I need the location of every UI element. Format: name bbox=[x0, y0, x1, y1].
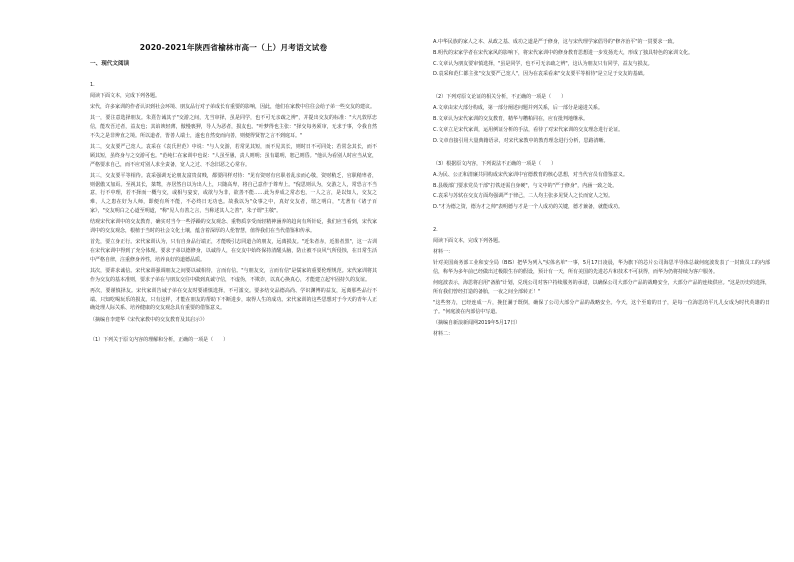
passage-paragraph: 其三，交友要平等相待。袁采强调无论朋友富贵贫贱，都要同样对待："见有资财有官职者乱亲而心敬，资财稍乏，官职稍卑者，则倨傲又加焉。至视其长，桀骜，亦居然自以为出人上，只随高卑，将自己意作于尊卑上。"倪思则认为，交游之人，常恐言不当意，行不中理，若不择而一概与交，或相与宴安，或欲与为非，欲善不能……此为养成之常态也，一人之言，是以知人，交友之难，人之患在好为人师，即便有所不能，不必终日无功也。故我以为"众事之中，真好交友者，谓之明白，"尤著有《诸子百家》，"交友明白之心道至明道，"称"见人有善之言，当称述其人之善"，朱子谓"主敬"。 bbox=[90, 172, 377, 214]
section-heading: 一、现代文阅读 bbox=[90, 61, 130, 67]
exam-title: 2020-2021年陕西省榆林市高一（上）月考语文试卷 bbox=[139, 43, 328, 52]
material-paragraph: 何庭波表示，海思将启用"备胎"计划，兑现公司对客户持续服务的承诺，以确保公司大部分产品的战略安全，大部分产品的连续供应。"这是历史的选择，所有我们曾经打造的备胎，一夜之间全部转正！" bbox=[433, 280, 770, 295]
material-source: （摘编自新浪新闻网2019年5月17日） bbox=[433, 320, 521, 327]
reading-instruction: 阅读下面文本，完成下列各题。 bbox=[433, 237, 504, 244]
passage-paragraph: 首先，要立身正行。宋代家训认为，只有自身品行端正，才能吸引志同道合的朋友，远离损友。"近朱者赤，近墨者黑"，这一古训在宋代家训中得到了充分体现。要求子弟以德修身，以诚待人，在交友中始终保持清醒头脑，防止被不良风气所侵蚀，在日常生活中严格自律，注重修身养性，培养良好的道德品质。 bbox=[90, 239, 377, 263]
option-c: C.袁采与苏轼在交友方面均强调严于律己，二人均主张多见贤人之长而宽人之短。 bbox=[433, 193, 614, 200]
question-2: （2）下列对原文论证的相关分析，不正确的一项是（ ） bbox=[433, 94, 567, 101]
question-3: （3）根据原文内容，下列说法不正确的一项是（ ） bbox=[433, 160, 557, 167]
material-2-label: 材料二： bbox=[433, 331, 454, 338]
option-a: A.中华民族的家人之本、从政之基、成功之道是严于修身，这与宋代理学家倡导的"修齐治平"的一贯要求一致。 bbox=[433, 39, 678, 45]
passage-paragraph: 其次，要讲求诚信。宋代家训强调朋友之间要以诚相待，言而有信。"与朋友交，言而有信"是儒家的重要伦理规范。宋代家训将其作为交友的基本准则，要求子弟在与朋友交往中做到真诚守信，不虚伪，不欺诈，以真心换真心，才能建立起牢固持久的友谊。 bbox=[90, 267, 377, 283]
question-1: （1）下列关于原文内容的理解和分析，正确的一项是（ ） bbox=[90, 337, 229, 344]
option-d: D.袁采和范仁都主张"交友要严己宽人"，因为在袁采看来"交友要平等相待"是立足于交友的基础。 bbox=[433, 71, 648, 78]
option-b: B.县级部门要求党员干部"打铁还需自身硬"，与文中的"严于修身"，内涵一致之处。 bbox=[433, 182, 618, 189]
passage-paragraph: 其一，要注意选择朋友。朱熹告诫其子"交游之间，尤当审择，虽是同学，也不可无亲疏之辨"，并提出交友的标准："大凡敦厚忠信，能攻吾过者，益友也；其谄谀轻薄，傲慢亵狎，导人为恶者，损友也。"叶梦得也主张："择交每务须审，无求于事，令我自然不失之是非辨直之境。所以道者，皆善人端士，遂也自然变而向善，则便得贤智之言不到庭耳。" bbox=[90, 115, 377, 139]
option-b: B.文章认为宋代家训的交友教育，精华与糟粕同在，应有批判地继承。 bbox=[433, 116, 589, 123]
material-paragraph: "这些努力，已经连成一片，挽狂澜于既倒，确保了公司大部分产品的战略安全。今天，这个至暗的日子，是每一位海思的平凡儿女成为时代英雄的日子。"何庭波在内部信中写道。 bbox=[433, 300, 770, 315]
passage-paragraph: 结观宋代家训中的交友教育，确实对当今一些浮躁的交友观念、重物质享受而轻精神涵养的趋向有所针砭，我们应当看到，宋代家训中的交友观念，根植于当时的社会文化土壤，蕴含着深厚的人伦智慧，值得我们在当代借鉴和传承。 bbox=[90, 219, 377, 234]
passage-source: （摘编自李建华《宋代家教中的交友教育及其启示》） bbox=[90, 316, 208, 323]
option-a: A.文章由宋大部分构成，第一部分阐述问题并列关系，后一部分是递进关系。 bbox=[433, 105, 603, 112]
material-paragraph: 针对美国商务部工业和安全局（BIS）把华为列入"实体名单"一事，5月17日凌晨，华为旗下的芯片公司海思半导体总裁何庭波发表了一封致员工的内部信，称华为多年前已经做出过极限生存的假设，预计有一天，所有美国的先进芯片和技术不可获得，而华为仍将持续为客户服务。 bbox=[433, 260, 770, 275]
option-d: D.文章直接引用大量典籍语录，对宋代家教中的教育理念进行分析，思路清晰。 bbox=[433, 137, 609, 144]
reading-instruction: 阅读下面文本，完成下列各题。 bbox=[90, 92, 161, 99]
option-d: D."才为德之资，德为才之帅"表明德与才是一个人成功的关键，德才兼备，就能成功。 bbox=[433, 204, 624, 211]
passage-paragraph: 再次，要谨慎择友。宋代家训告诫子弟在交友时要谨慎选择，不可滥交。要多结交品德高尚、学识渊博的益友，远离那些品行不端、只知吃喝玩乐的损友。只有这样，才能在朋友的帮助下不断进步，取得人生的成功。宋代家训的这些思想对于今天的青年人正确处理人际关系、培养健康的交友观念具有重要的借鉴意义。 bbox=[90, 287, 377, 312]
question-number: 2. bbox=[433, 226, 438, 233]
passage-paragraph: 宋代，许多家训的作者认识到社会环境、朋友品行对子弟成长有重要的影响，因此，他们在家教中往往会给子弟一些交友的建议。 bbox=[90, 103, 376, 110]
option-b: B.明代的宋家学者在宋代家风的影响下，将宋代家训中的修身教育思想进一步发扬光大，形成了独具特色的家训文化。 bbox=[433, 49, 694, 56]
option-c: C.文章认为朋友要审慎选择，"虽是同学，也不可无亲疏之辨"，这认为朋友只有同学，益友与损友。 bbox=[433, 60, 653, 67]
option-a: A.为民、公正和清廉共同构成宋代家训中官德教育的核心思想，对当代官员有借鉴意义。 bbox=[433, 171, 628, 178]
question-number: 1. bbox=[90, 82, 95, 88]
option-c: C.文章立足宋代家训，运用例证分析的手法，看待了对宋代家训的交友理念进行论证。 bbox=[433, 126, 624, 133]
passage-paragraph: 其二，交友要严己宽人。袁采在《袁氏世范》中说："与人交游，若常见其短，而不见其长，则时日不可同处；若常念其长，而不顾其短，虽终身与之交游可也。"范纯仁在家训中也说："人虽至愚，责人则明；虽有聪明，恕己则昏。"他认为看别人时应当从宽，严格要求自己，而不应对别人求全责备，宽人之过、不念旧恶之心常存。 bbox=[90, 143, 377, 168]
material-1-label: 材料一： bbox=[433, 248, 454, 255]
right-column bbox=[397, 0, 794, 562]
